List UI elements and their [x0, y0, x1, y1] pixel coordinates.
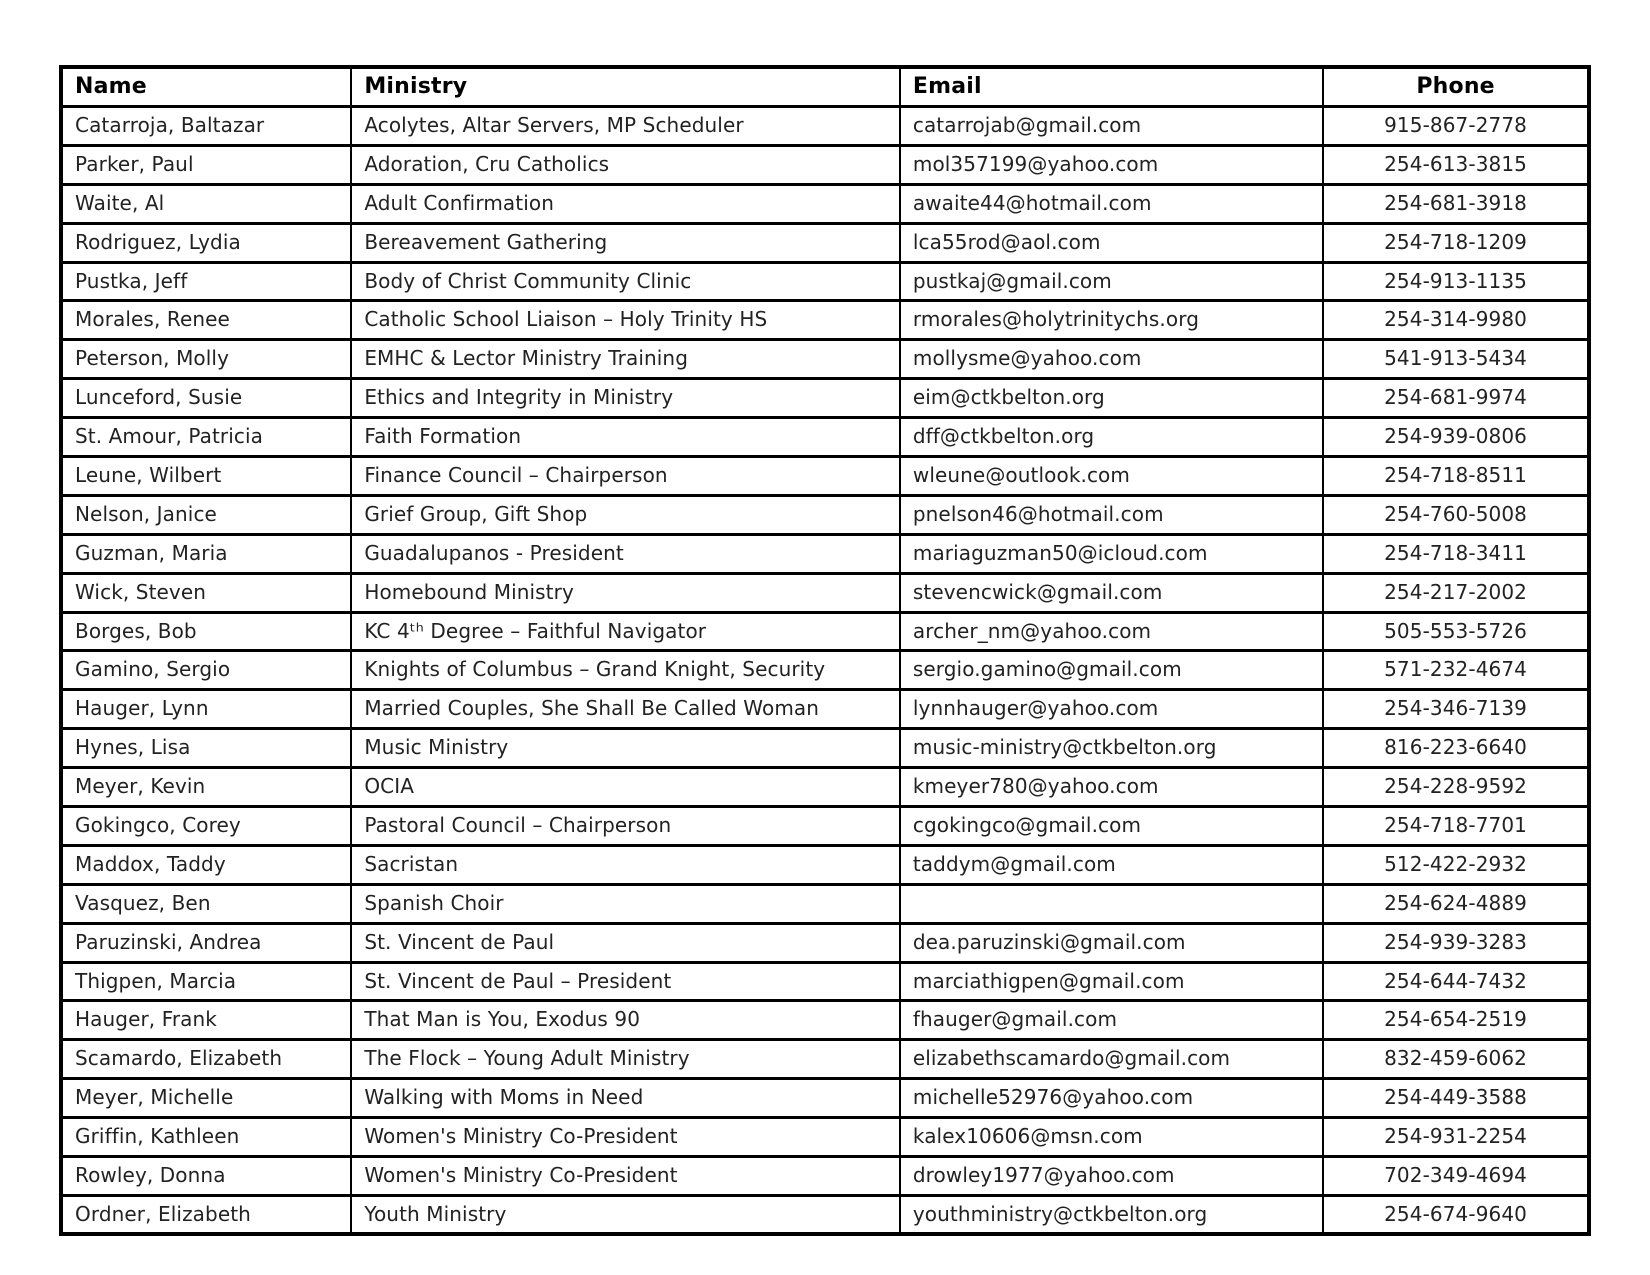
- name-cell: Morales, Renee: [61, 301, 351, 340]
- ministry-cell: The Flock – Young Adult Ministry: [351, 1040, 900, 1079]
- ministry-cell: Body of Christ Community Clinic: [351, 262, 900, 301]
- name-cell: Catarroja, Baltazar: [61, 107, 351, 146]
- name-cell: Vasquez, Ben: [61, 884, 351, 923]
- ministry-cell: Bereavement Gathering: [351, 223, 900, 262]
- ministry-cell: Ethics and Integrity in Ministry: [351, 379, 900, 418]
- table-row: [61, 340, 1589, 379]
- email-cell: cgokingco@gmail.com: [900, 807, 1323, 846]
- name-cell: Rowley, Donna: [61, 1157, 351, 1196]
- table-row: [61, 1118, 1589, 1157]
- email-cell: catarrojab@gmail.com: [900, 107, 1323, 146]
- email-cell: mollysme@yahoo.com: [900, 340, 1323, 379]
- email-cell: elizabethscamardo@gmail.com: [900, 1040, 1323, 1079]
- name-cell: Leune, Wilbert: [61, 457, 351, 496]
- ministry-cell: Spanish Choir: [351, 884, 900, 923]
- name-cell: Paruzinski, Andrea: [61, 923, 351, 962]
- table-row: [61, 223, 1589, 262]
- phone-cell: 254-613-3815: [1323, 145, 1589, 184]
- ministry-cell: Homebound Ministry: [351, 573, 900, 612]
- name-cell: Maddox, Taddy: [61, 845, 351, 884]
- table-row: [61, 495, 1589, 534]
- ministry-cell: Guadalupanos - President: [351, 534, 900, 573]
- ministry-cell: KC 4ᵗʰ Degree – Faithful Navigator: [351, 612, 900, 651]
- table-row: [61, 884, 1589, 923]
- table-row: [61, 573, 1589, 612]
- phone-cell: 254-314-9980: [1323, 301, 1589, 340]
- email-cell: pustkaj@gmail.com: [900, 262, 1323, 301]
- email-cell: rmorales@holytrinitychs.org: [900, 301, 1323, 340]
- name-cell: Pustka, Jeff: [61, 262, 351, 301]
- ministry-cell: Women's Ministry Co-President: [351, 1118, 900, 1157]
- table-row: [61, 184, 1589, 223]
- name-cell: Gokingco, Corey: [61, 807, 351, 846]
- phone-cell: 254-654-2519: [1323, 1001, 1589, 1040]
- phone-cell: 512-422-2932: [1323, 845, 1589, 884]
- name-cell: St. Amour, Patricia: [61, 418, 351, 457]
- ministry-cell: EMHC & Lector Ministry Training: [351, 340, 900, 379]
- name-cell: Griffin, Kathleen: [61, 1118, 351, 1157]
- ministry-cell: That Man is You, Exodus 90: [351, 1001, 900, 1040]
- table-row: [61, 612, 1589, 651]
- ministry-cell: OCIA: [351, 768, 900, 807]
- table-row: [61, 1079, 1589, 1118]
- table-row: [61, 923, 1589, 962]
- name-cell: Wick, Steven: [61, 573, 351, 612]
- ministry-cell: Youth Ministry: [351, 1195, 900, 1234]
- ministry-cell: Music Ministry: [351, 729, 900, 768]
- phone-cell: 254-674-9640: [1323, 1195, 1589, 1234]
- table-row: [61, 962, 1589, 1001]
- table-row: [61, 690, 1589, 729]
- name-cell: Rodriguez, Lydia: [61, 223, 351, 262]
- phone-cell: 254-718-3411: [1323, 534, 1589, 573]
- email-cell: marciathigpen@gmail.com: [900, 962, 1323, 1001]
- table-row: [61, 379, 1589, 418]
- phone-cell: 702-349-4694: [1323, 1157, 1589, 1196]
- name-cell: Parker, Paul: [61, 145, 351, 184]
- ministry-cell: Faith Formation: [351, 418, 900, 457]
- name-cell: Hynes, Lisa: [61, 729, 351, 768]
- name-cell: Lunceford, Susie: [61, 379, 351, 418]
- column-header-email: Email: [900, 67, 1323, 107]
- name-cell: Ordner, Elizabeth: [61, 1195, 351, 1234]
- ministry-cell: St. Vincent de Paul – President: [351, 962, 900, 1001]
- name-cell: Nelson, Janice: [61, 495, 351, 534]
- name-cell: Scamardo, Elizabeth: [61, 1040, 351, 1079]
- header-row: [61, 67, 1589, 107]
- phone-cell: 254-718-8511: [1323, 457, 1589, 496]
- email-cell: sergio.gamino@gmail.com: [900, 651, 1323, 690]
- name-cell: Hauger, Frank: [61, 1001, 351, 1040]
- phone-cell: 816-223-6640: [1323, 729, 1589, 768]
- column-header-name: Name: [61, 67, 351, 107]
- ministry-contact-table: [59, 65, 1591, 1236]
- table-row: [61, 107, 1589, 146]
- phone-cell: 254-228-9592: [1323, 768, 1589, 807]
- email-cell: lynnhauger@yahoo.com: [900, 690, 1323, 729]
- phone-cell: 254-681-9974: [1323, 379, 1589, 418]
- phone-cell: 915-867-2778: [1323, 107, 1589, 146]
- ministry-cell: Walking with Moms in Need: [351, 1079, 900, 1118]
- name-cell: Thigpen, Marcia: [61, 962, 351, 1001]
- ministry-cell: Grief Group, Gift Shop: [351, 495, 900, 534]
- email-cell: youthministry@ctkbelton.org: [900, 1195, 1323, 1234]
- phone-cell: 254-681-3918: [1323, 184, 1589, 223]
- column-header-phone: Phone: [1323, 67, 1589, 107]
- phone-cell: 254-913-1135: [1323, 262, 1589, 301]
- email-cell: michelle52976@yahoo.com: [900, 1079, 1323, 1118]
- name-cell: Gamino, Sergio: [61, 651, 351, 690]
- phone-cell: 254-644-7432: [1323, 962, 1589, 1001]
- email-cell: music-ministry@ctkbelton.org: [900, 729, 1323, 768]
- ministry-cell: Married Couples, She Shall Be Called Woman: [351, 690, 900, 729]
- table-row: [61, 262, 1589, 301]
- email-cell: taddym@gmail.com: [900, 845, 1323, 884]
- phone-cell: 254-931-2254: [1323, 1118, 1589, 1157]
- phone-cell: 254-449-3588: [1323, 1079, 1589, 1118]
- phone-cell: 254-939-0806: [1323, 418, 1589, 457]
- email-cell: stevencwick@gmail.com: [900, 573, 1323, 612]
- name-cell: Peterson, Molly: [61, 340, 351, 379]
- phone-cell: 254-939-3283: [1323, 923, 1589, 962]
- phone-cell: 254-760-5008: [1323, 495, 1589, 534]
- email-cell: awaite44@hotmail.com: [900, 184, 1323, 223]
- ministry-cell: Sacristan: [351, 845, 900, 884]
- ministry-cell: Acolytes, Altar Servers, MP Scheduler: [351, 107, 900, 146]
- email-cell: fhauger@gmail.com: [900, 1001, 1323, 1040]
- name-cell: Borges, Bob: [61, 612, 351, 651]
- email-cell: dea.paruzinski@gmail.com: [900, 923, 1323, 962]
- table-row: [61, 1157, 1589, 1196]
- table-row: [61, 301, 1589, 340]
- email-cell: kmeyer780@yahoo.com: [900, 768, 1323, 807]
- name-cell: Hauger, Lynn: [61, 690, 351, 729]
- name-cell: Guzman, Maria: [61, 534, 351, 573]
- phone-cell: 254-346-7139: [1323, 690, 1589, 729]
- email-cell: lca55rod@aol.com: [900, 223, 1323, 262]
- table-row: [61, 534, 1589, 573]
- ministry-cell: St. Vincent de Paul: [351, 923, 900, 962]
- ministry-cell: Pastoral Council – Chairperson: [351, 807, 900, 846]
- ministry-cell: Adoration, Cru Catholics: [351, 145, 900, 184]
- name-cell: Meyer, Michelle: [61, 1079, 351, 1118]
- phone-cell: 254-217-2002: [1323, 573, 1589, 612]
- phone-cell: 505-553-5726: [1323, 612, 1589, 651]
- phone-cell: 541-913-5434: [1323, 340, 1589, 379]
- email-cell: drowley1977@yahoo.com: [900, 1157, 1323, 1196]
- name-cell: Waite, Al: [61, 184, 351, 223]
- email-cell: kalex10606@msn.com: [900, 1118, 1323, 1157]
- ministry-cell: Adult Confirmation: [351, 184, 900, 223]
- phone-cell: 832-459-6062: [1323, 1040, 1589, 1079]
- name-cell: Meyer, Kevin: [61, 768, 351, 807]
- table-row: [61, 1001, 1589, 1040]
- phone-cell: 254-624-4889: [1323, 884, 1589, 923]
- phone-cell: 571-232-4674: [1323, 651, 1589, 690]
- email-cell: mariaguzman50@icloud.com: [900, 534, 1323, 573]
- email-cell: dff@ctkbelton.org: [900, 418, 1323, 457]
- table-row: [61, 807, 1589, 846]
- table-row: [61, 768, 1589, 807]
- table-row: [61, 145, 1589, 184]
- table-row: [61, 729, 1589, 768]
- email-cell: pnelson46@hotmail.com: [900, 495, 1323, 534]
- phone-cell: 254-718-1209: [1323, 223, 1589, 262]
- phone-cell: 254-718-7701: [1323, 807, 1589, 846]
- table-row: [61, 1195, 1589, 1234]
- ministry-cell: Finance Council – Chairperson: [351, 457, 900, 496]
- email-cell: [900, 884, 1323, 923]
- contact-table-body: [61, 107, 1589, 1235]
- ministry-cell: Catholic School Liaison – Holy Trinity HS: [351, 301, 900, 340]
- ministry-cell: Women's Ministry Co-President: [351, 1157, 900, 1196]
- column-header-ministry: Ministry: [351, 67, 900, 107]
- table-row: [61, 457, 1589, 496]
- email-cell: archer_nm@yahoo.com: [900, 612, 1323, 651]
- email-cell: eim@ctkbelton.org: [900, 379, 1323, 418]
- email-cell: wleune@outlook.com: [900, 457, 1323, 496]
- table-row: [61, 1040, 1589, 1079]
- table-row: [61, 651, 1589, 690]
- table-row: [61, 418, 1589, 457]
- ministry-cell: Knights of Columbus – Grand Knight, Security: [351, 651, 900, 690]
- table-row: [61, 845, 1589, 884]
- email-cell: mol357199@yahoo.com: [900, 145, 1323, 184]
